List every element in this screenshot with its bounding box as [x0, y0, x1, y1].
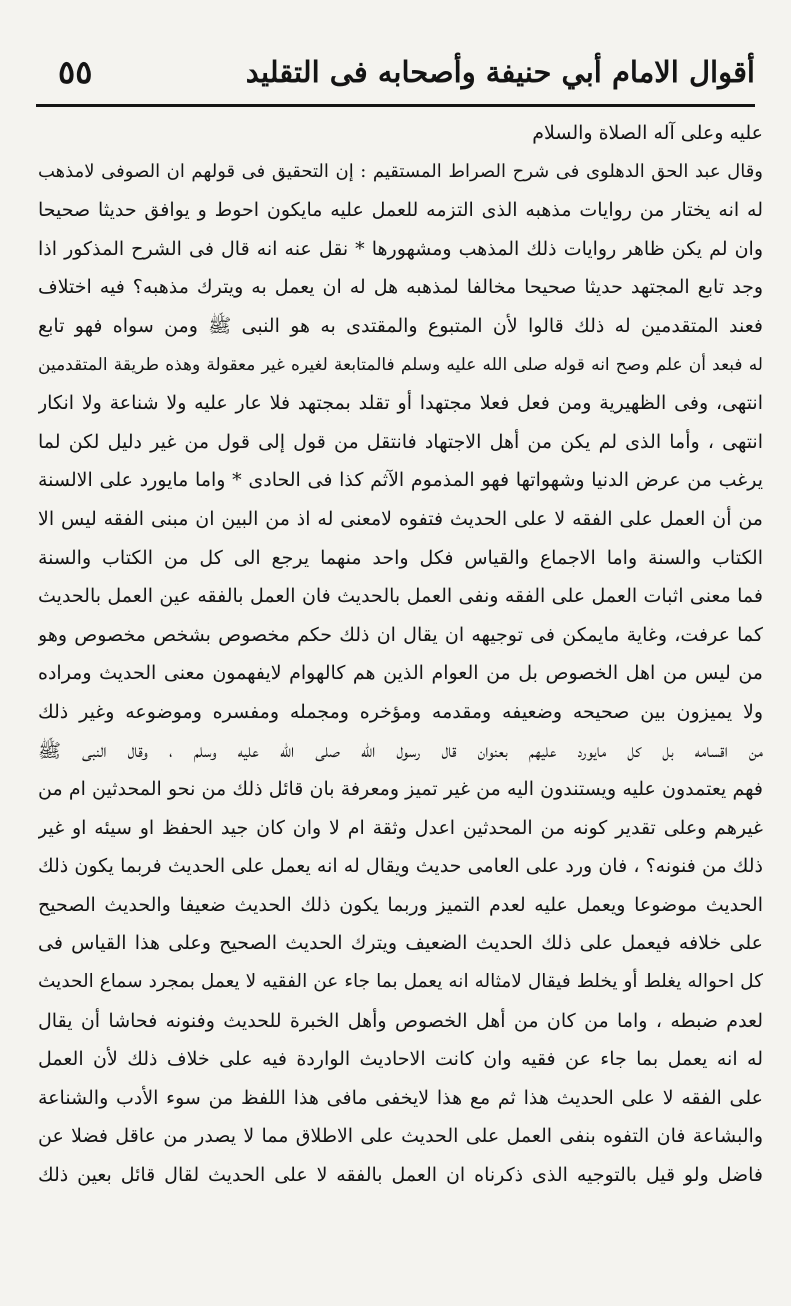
text-line: وقال عبد الحق الدهلوى فى شرح الصراط المستقيم : إن التحقيق فى قولهم ان الصوفى لامذهب	[38, 160, 763, 182]
text-line: ذلك من فنونه؟ ، فان ورد على العامى حديث ويقال له انه يعمل على الحديث فربما يكون ذلك	[38, 855, 763, 878]
text-line: عليه وعلى آله الصلاة والسلام	[532, 122, 763, 144]
page-header	[36, 42, 755, 102]
text-line: الحديث موضوعا ويعمل عليه لعدم التميز وربما يكون ذلك الحديث ضعيفا والحديث الصحيح	[38, 893, 763, 916]
page-number: ٥٥	[58, 53, 93, 91]
text-line: من اقسامه بل كل مايورد عليهم بعنوان قال رسول الله صلى الله عليه وسلم ، وقال النبى ﷺ	[38, 739, 763, 762]
text-line: على خلافه فيعمل على ذلك الحديث الضعيف ويترك الحديث الصحيح وعلى هذا القياس فى	[38, 932, 763, 955]
running-head: أقوال الامام أبي حنيفة وأصحابه فى التقليد	[245, 55, 755, 89]
text-line: فاضل ولو قيل بالتوجيه الذى ذكرناه ان العمل بالفقه لا على الحديث لقال قائل بعين ذلك	[38, 1164, 763, 1187]
text-line: انتهى، وفى الظهيرية ومن فعل فعلا مجتهدا أو تقلد بمجتهد فلا عار عليه ولا شناعة ولا انكار	[38, 392, 763, 415]
text-line: فعند المتقدمين له ذلك قالوا لأن المتبوع والمقتدى به هو النبى ﷺ ومن سواه فهو تابع	[38, 314, 763, 337]
text-line: لعدم ضبطه ، واما من كان من أهل الخصوص وأهل الخبرة للحديث وفنونه فحاشا أن يقال	[38, 1009, 763, 1032]
body-text	[38, 114, 763, 1195]
text-line: غيرهم وعلى تقدير كونه من المحدثين اعدل وثقة ام لا وان كان جيد الحفظ او سيئه او غير	[38, 816, 763, 839]
text-line: له فبعد أن علم وصح انه قوله صلى الله عليه وسلم فالمتابعة لغيره غير معقولة وهذه طريقة المتقدمين	[38, 354, 763, 375]
text-line: وان لم يكن ظاهر روايات ذلك المذهب ومشهورها * نقل عنه انه قال فى الشرح المذكور اذا	[38, 237, 763, 260]
text-line: ولا يميزون بين صحيحه وضعيفه ومقدمه ومؤخره ومجمله ومفسره وموضوعه وغير ذلك	[38, 700, 763, 723]
text-line: فهم يعتمدون عليه ويستندون اليه من غير تميز ومعرفة بان قائل ذلك من نحو المحدثين ام من	[38, 778, 763, 801]
text-line: والبشاعة فان التفوه بنفى العمل على الحديث على الاطلاق مما لا يصدر من عاقل فضلا عن	[38, 1125, 763, 1148]
text-line: فما معنى اثبات العمل على الفقه ونفى العمل بالحديث فان العمل بالفقه عين العمل بالحديث	[38, 585, 763, 608]
text-line: له انه يختار من روايات مذهبه الذى التزمه للعمل عليه مايكون احوط و يوافق حديثا صحيحا	[38, 199, 763, 222]
text-line: على الفقه لا على الحديث هذا ثم مع هذا لايخفى مافى هذا اللفظ من سوء الأدب والشناعة	[38, 1086, 763, 1109]
text-line: وجد تابع المجتهد حديثا صحيحا مخالفا لمذهبه هل له ان يعمل به ويترك مذهبه؟ فيه اختلاف	[38, 276, 763, 299]
text-line: كما عرفت، وغاية مايمكن فى توجيهه ان يقال ان ذلك حكم مخصوص بشخص مخصوص وهو	[38, 623, 763, 646]
text-line: من ليس من اهل الخصوص بل من العوام الذين هم كالهوام لايفهمون معنى الحديث ومراده	[38, 662, 763, 685]
text-line: من أن العمل على الفقه لا على الحديث فتفوه لامعنى له اذ من البين ان مبنى الفقه ليس الا	[38, 507, 763, 530]
text-line: كل احواله يغلط أو يخلط فيقال لامثاله انه يعمل بما جاء عن الفقيه لا يعمل بمجرد سماع الحديث	[38, 971, 763, 993]
text-line: انتهى ، وأما الذى لم يكن من أهل الاجتهاد فانتقل من قول إلى قول من غير دليل لكن لما	[38, 430, 763, 453]
text-line: يرغب من عرض الدنيا وشهواتها فهو المذموم الآثم كذا فى الحادى * واما مايورد على الالسنة	[38, 469, 763, 492]
text-line: له انه يعمل بما جاء عن فقيه وان كانت الاحاديث الواردة فيه على خلاف ذلك لأن العمل	[38, 1048, 763, 1071]
text-line: الكتاب والسنة واما الاجماع والقياس فكل واحد منهما يرجع الى كل من الكتاب والسنة	[38, 546, 763, 569]
header-rule	[36, 104, 755, 107]
